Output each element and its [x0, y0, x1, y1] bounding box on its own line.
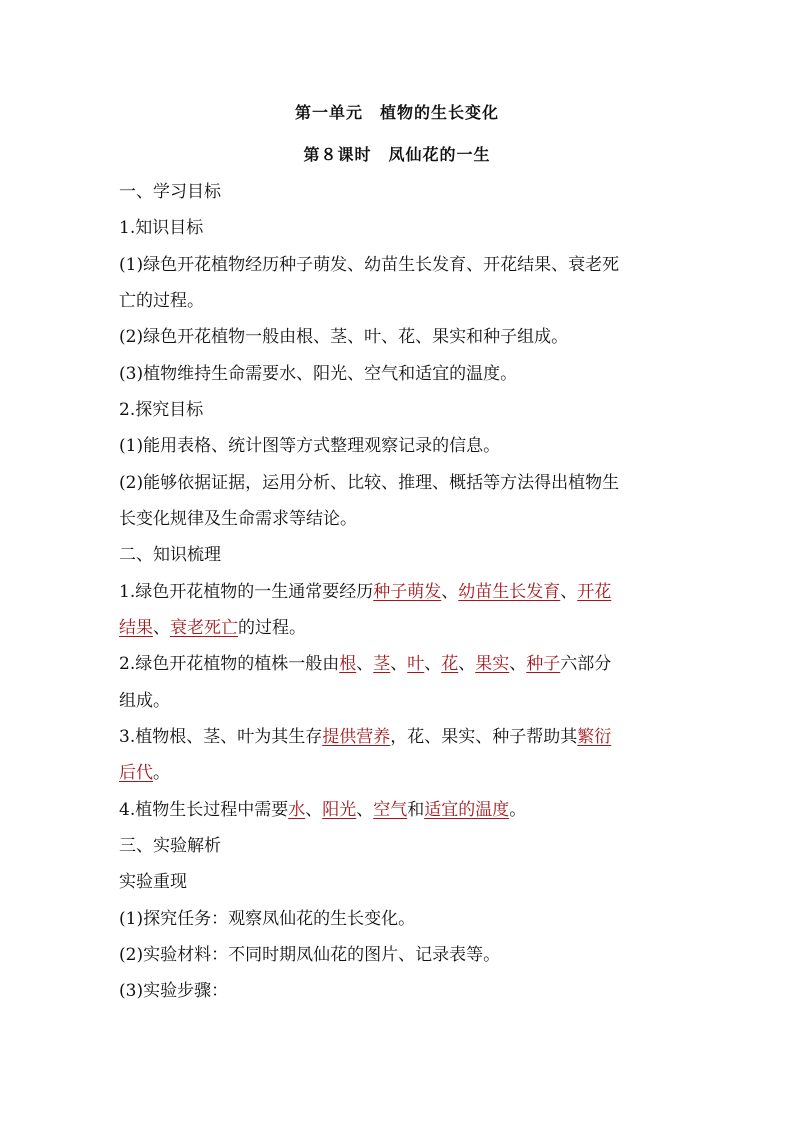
inquiry-goal-label: 2.探究目标	[119, 400, 204, 420]
review-point-2	[119, 652, 611, 676]
answer-leaf: 叶	[407, 654, 425, 674]
separator: 、	[424, 654, 442, 674]
inquiry-goal-item-1: (1)能用表格、统计图等方式整理观察记录的信息。	[119, 436, 501, 456]
knowledge-goal-item-2: (2)绿色开花植物一般由根、茎、叶、花、果实和种子组成。	[119, 327, 569, 347]
knowledge-goal-item-3: (3)植物维持生命需要水、阳光、空气和适宜的温度。	[119, 364, 518, 384]
experiment-subheading: 实验重现	[119, 872, 187, 892]
knowledge-goal-label: 1.知识目标	[119, 218, 204, 238]
experiment-materials: (2)实验材料：不同时期凤仙花的图片、记录表等。	[119, 945, 501, 965]
separator: 、	[356, 654, 374, 674]
review-point-3-suffix: 。	[153, 763, 170, 783]
separator: 、	[509, 654, 527, 674]
answer-stem: 茎	[373, 654, 391, 674]
experiment-steps: (3)实验步骤：	[119, 981, 229, 1001]
answer-seedling-growth: 幼苗生长发育	[458, 582, 561, 602]
lesson-title: 第８课时 凤仙花的一生	[303, 145, 491, 164]
separator: 、	[458, 654, 476, 674]
separator: 、	[153, 618, 170, 638]
conjunction-and: 和	[407, 800, 425, 820]
review-point-3-text: 3.植物根、茎、叶为其生存	[119, 727, 323, 747]
review-point-1-suffix: 的过程。	[238, 618, 306, 638]
answer-fruiting: 结果	[119, 618, 153, 638]
separator: 、	[560, 582, 578, 602]
review-point-3-cont	[119, 761, 170, 785]
answer-flowering: 开花	[577, 582, 612, 602]
review-point-4	[119, 798, 526, 822]
inquiry-goal-item-2-cont: 长变化规律及生命需求等结论。	[119, 509, 357, 529]
knowledge-goal-item-1-cont: 亡的过程。	[119, 291, 204, 311]
section-heading-knowledge-review: 二、知识梳理	[119, 545, 221, 565]
answer-offspring: 后代	[119, 763, 153, 783]
section-heading-experiment: 三、实验解析	[119, 836, 221, 856]
answer-seed: 种子	[526, 654, 561, 674]
review-point-4-text: 4.植物生长过程中需要	[119, 800, 289, 820]
review-point-2-suffix: 六部分	[560, 654, 612, 674]
review-point-1	[119, 580, 611, 604]
separator: 、	[305, 800, 323, 820]
review-point-3-middle: ，花、果实、种子帮助其	[390, 727, 578, 747]
answer-provide-nutrition: 提供营养	[322, 727, 391, 747]
review-point-2-text: 2.绿色开花植物的植株一般由	[119, 654, 340, 674]
answer-fruit: 果实	[475, 654, 510, 674]
review-point-1-text: 1.绿色开花植物的一生通常要经历	[119, 582, 374, 602]
answer-aging-death: 衰老死亡	[170, 618, 238, 638]
answer-air: 空气	[373, 800, 408, 820]
unit-title: 第一单元 植物的生长变化	[294, 103, 499, 122]
inquiry-goal-item-2: (2)能够依据证据，运用分析、比较、推理、概括等方法得出植物生	[119, 473, 620, 493]
section-heading-objectives: 一、学习目标	[119, 182, 221, 202]
answer-root: 根	[339, 654, 357, 674]
experiment-task: (1)探究任务：观察凤仙花的生长变化。	[119, 909, 416, 929]
separator: 、	[356, 800, 374, 820]
separator: 、	[390, 654, 408, 674]
review-point-2-cont: 组成。	[119, 691, 170, 711]
answer-water: 水	[288, 800, 306, 820]
answer-suitable-temperature: 适宜的温度	[424, 800, 510, 820]
review-point-4-suffix: 。	[509, 800, 527, 820]
review-point-3	[119, 725, 611, 749]
knowledge-goal-item-1: (1)绿色开花植物经历种子萌发、幼苗生长发育、开花结果、衰老死	[119, 255, 620, 275]
separator: 、	[441, 582, 459, 602]
answer-sunlight: 阳光	[322, 800, 357, 820]
answer-seed-germination: 种子萌发	[373, 582, 442, 602]
answer-flower: 花	[441, 654, 459, 674]
review-point-1-cont	[119, 616, 306, 640]
answer-reproduce: 繁衍	[577, 727, 612, 747]
